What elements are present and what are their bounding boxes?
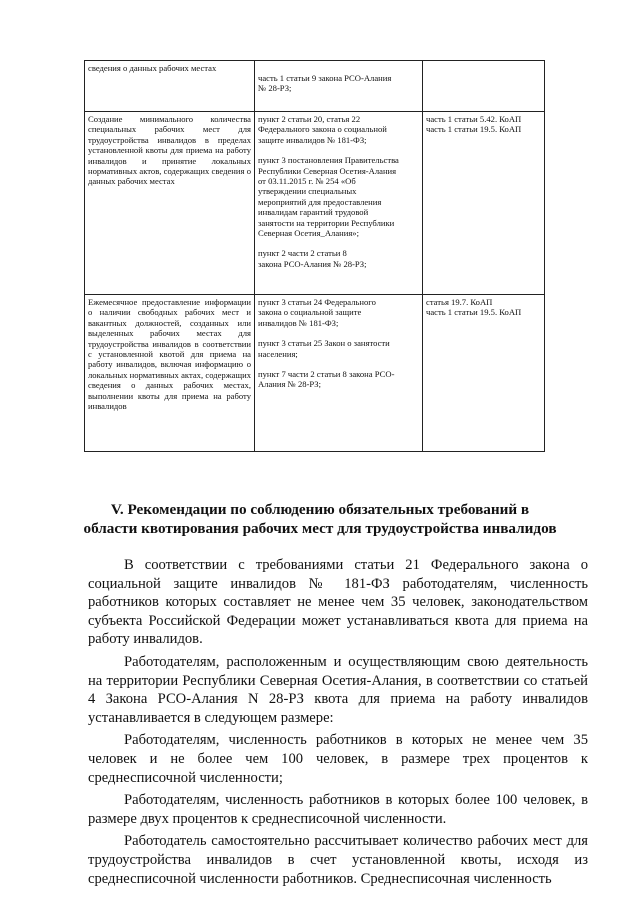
legal-basis-cell (255, 295, 423, 452)
requirement-cell (85, 112, 255, 295)
body-paragraph: Работодатель самостоятельно рассчитывает количество рабочих мест для трудоустройства инвалидов в счет установленной квоты, исходя из среднесписочной численности работников. Среднесписочная численность (88, 833, 588, 887)
requirement-cell (85, 295, 255, 452)
liability-cell (423, 112, 545, 295)
liability-cell (423, 61, 545, 112)
body-paragraph: Работодателям, расположенным и осуществляющим свою деятельность на территории Республики Северная Осетия-Алания, в соответствии со статьей 4 Закона РСО-Алания N 28-РЗ квота для приема на работу инвалидов устанавливается в следующем размере: (88, 653, 588, 726)
cell-text: пункт 3 постановления Правительства Республики Северная Осетия-Алания от 03.11.2015 г. № 254 «Об утверждении специальных мероприятий для предоставления инвалидам гарантий трудовой занятости на территории Республики Северная Осетия_Алания»; (258, 155, 399, 239)
requirement-cell (85, 61, 255, 112)
cell-text: пункт 7 части 2 статьи 8 закона РСО- Алания № 28-РЗ; (258, 369, 395, 390)
legal-basis-cell (255, 61, 423, 112)
cell-text: пункт 2 части 2 статьи 8 закона РСО-Алания № 28-РЗ; (258, 248, 367, 269)
cell-text: часть 1 статьи 9 закона РСО-Алания № 28-РЗ; (258, 73, 392, 94)
table-row (85, 112, 545, 295)
cell-text: часть 1 статьи 5.42. КоАП часть 1 статьи 19.5. КоАП (426, 114, 522, 135)
section-heading (60, 500, 580, 538)
body-paragraph: Работодателям, численность работников в которых не менее чем 35 человек и не более чем 100 человек, в размере трех процентов к среднесписочной численности; (88, 732, 588, 786)
cell-text: Создание минимального количества специальных рабочих мест для трудоустройства инвалидов в пределах установленной квоты для приема на работу инвалидов и принятие локальных нормативных актов, содержащих сведения о данных рабочих местах (88, 114, 251, 187)
section-heading-line-1: V. Рекомендации по соблюдению обязательных требований в (110, 501, 530, 518)
section-heading-line-2: области квотирования рабочих мест для трудоустройства инвалидов (83, 520, 557, 537)
table-row (85, 295, 545, 452)
body-text (88, 556, 588, 892)
cell-text: пункт 3 статьи 24 Федерального закона о социальной защите инвалидов № 181-ФЗ; (258, 297, 376, 328)
cell-text: пункт 3 статьи 25 Закон о занятости населения; (258, 338, 390, 359)
cell-text: сведения о данных рабочих местах (88, 63, 217, 73)
cell-text: статья 19.7. КоАП часть 1 статьи 19.5. КоАП (426, 297, 522, 318)
legal-basis-cell (255, 112, 423, 295)
table-row (85, 61, 545, 112)
cell-text: пункт 2 статьи 20, статья 22 Федерального закона о социальной защите инвалидов № 181-ФЗ; (258, 114, 387, 145)
body-paragraph: Работодателям, численность работников в которых более 100 человек, в размере двух процентов к среднесписочной численности. (88, 792, 588, 827)
cell-text: Ежемесячное предоставление информации о наличии свободных рабочих мест и вакантных должностей, созданных или выделенных рабочих местах для трудоустройства инвалидов в соответствии с установленной квотой для приема на работу инвалидов, включая информацию о локальных нормативных актах, содержащих сведения о данных рабочих местах, выполнении квоты для приема на работу инвалидов (88, 297, 251, 412)
liability-cell (423, 295, 545, 452)
requirements-table (84, 60, 545, 452)
body-paragraph: В соответствии с требованиями статьи 21 Федерального закона о социальной защите инвалидов № 181-ФЗ работодателям, численность работников которых составляет не менее чем 35 человек, законодательством субъекта Российской Федерации может устанавливаться квота для приема на работу инвалидов. (88, 557, 588, 648)
